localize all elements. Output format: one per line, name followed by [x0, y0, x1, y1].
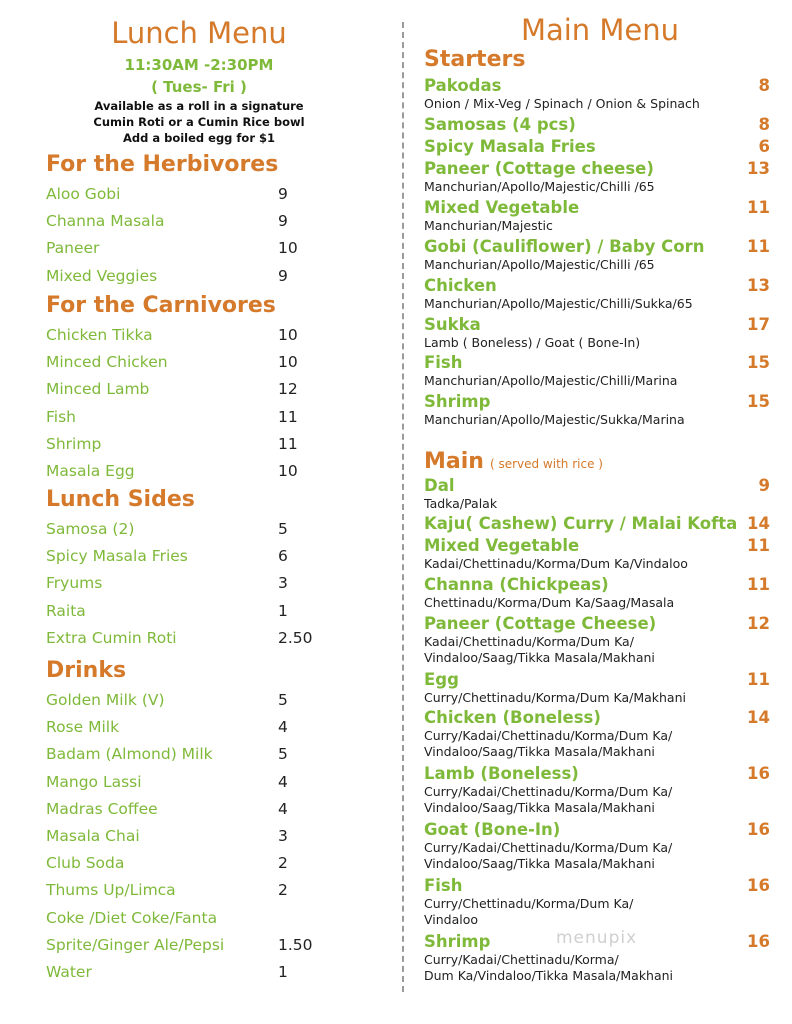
menu-item: [46, 932, 336, 959]
item-price: 11: [747, 575, 770, 594]
item-name: Goat (Bone-In): [424, 820, 561, 839]
menu-item: [46, 905, 336, 932]
item-name: Channa (Chickpeas): [424, 575, 609, 594]
item-price: 14: [747, 514, 770, 533]
item-price: 16: [747, 764, 770, 783]
menu-item: [424, 575, 770, 611]
item-name: Thums Up/Limca: [46, 881, 176, 900]
section-title: For the Herbivores: [46, 152, 279, 177]
item-options: Curry/Chettinadu/Korma/Dum Ka/ Vindaloo: [424, 896, 634, 927]
item-name: Dal: [424, 476, 455, 495]
menu-item: [424, 276, 770, 312]
lunch-note-line: Add a boiled egg for $1: [122, 131, 276, 145]
item-name: Lamb (Boneless): [424, 764, 579, 783]
menu-item: [46, 850, 336, 877]
item-name: Sprite/Ginger Ale/Pepsi: [46, 935, 225, 954]
menu-item: [46, 570, 336, 597]
item-price: 11: [747, 198, 770, 217]
item-name: Samosas (4 pcs): [424, 115, 576, 134]
item-price: 11: [278, 434, 298, 453]
menu-item: [46, 235, 336, 262]
watermark: menupix: [556, 928, 638, 948]
item-name: Extra Cumin Roti: [46, 628, 177, 647]
item-options: Curry/Kadai/Chettinadu/Korma/Dum Ka/ Vindaloo/Saag/Tikka Masala/Makhani: [424, 784, 673, 815]
item-name: Chicken (Boneless): [424, 708, 601, 727]
item-price: 17: [747, 315, 770, 334]
section-title-starters: Starters: [424, 47, 526, 72]
item-name: Club Soda: [46, 854, 125, 873]
item-name: Channa Masala: [46, 212, 165, 231]
menu-item: [424, 876, 770, 928]
item-name: Samosa (2): [46, 520, 135, 538]
item-price: 16: [747, 932, 770, 951]
menu-item: [424, 514, 770, 534]
item-options: Manchurian/Apollo/Majestic/Chilli/Sukka/65: [424, 296, 693, 311]
item-name: Paneer (Cottage Cheese): [424, 614, 657, 633]
menu-item: [46, 516, 336, 543]
menu-item: [46, 877, 336, 904]
menu-item: [424, 315, 770, 351]
section-drinks: [46, 657, 336, 986]
menu-item: [46, 208, 336, 235]
menu-item: [424, 198, 770, 234]
lunch-note-line: Available as a roll in a signature: [94, 99, 304, 113]
item-price: 13: [747, 159, 770, 178]
menu-item: [424, 614, 770, 666]
menu-item: [424, 353, 770, 389]
menu-item: [424, 536, 770, 572]
item-price: 13: [747, 276, 770, 295]
menu-item: [424, 159, 770, 195]
item-name: Masala Chai: [46, 826, 140, 845]
item-price: 1: [278, 962, 288, 981]
item-options: Manchurian/Apollo/Majestic/Chilli /65: [424, 257, 655, 272]
item-options: Manchurian/Majestic: [424, 218, 553, 233]
column-divider: [402, 22, 404, 992]
item-options: Kadai/Chettinadu/Korma/Dum Ka/Vindaloo: [424, 556, 688, 571]
item-price: 8: [758, 115, 770, 134]
item-options: Lamb ( Boneless) / Goat ( Bone-In): [424, 335, 641, 350]
menu-item: [424, 820, 770, 872]
item-name: Fish: [424, 353, 463, 372]
item-price: 9: [278, 185, 288, 203]
menu-item: [46, 714, 336, 741]
item-name: Golden Milk (V): [46, 691, 165, 709]
item-options: Manchurian/Apollo/Majestic/Chilli /65: [424, 179, 655, 194]
item-options: Tadka/Palak: [424, 496, 498, 511]
menu-item: [46, 349, 336, 376]
section-title-text: Main: [424, 449, 484, 474]
item-name: Minced Chicken: [46, 353, 168, 372]
item-options: Manchurian/Apollo/Majestic/Chilli/Marina: [424, 373, 678, 388]
section-carnivores: [46, 292, 336, 485]
menu-item: [46, 404, 336, 431]
lunch-note-line: Cumin Roti or a Cumin Rice bowl: [93, 115, 305, 129]
item-price: 9: [278, 212, 288, 231]
section-title: For the Carnivores: [46, 293, 276, 318]
menu-item: [46, 769, 336, 796]
item-name: Fish: [424, 876, 463, 895]
item-options: Kadai/Chettinadu/Korma/Dum Ka/ Vindaloo/Saag/Tikka Masala/Makhani: [424, 634, 655, 665]
item-name: Fryums: [46, 574, 103, 593]
item-price: 1.50: [278, 935, 313, 954]
item-name: Sukka: [424, 315, 481, 334]
item-name: Pakodas: [424, 76, 502, 95]
menu-item: [424, 392, 770, 428]
menu-item: [424, 76, 770, 112]
item-price: 15: [747, 392, 770, 411]
item-name: Mixed Veggies: [46, 266, 158, 285]
item-price: 6: [758, 137, 770, 156]
menu-item: [424, 115, 770, 135]
item-name: Egg: [424, 670, 459, 689]
item-name: Kaju( Cashew) Curry / Malai Kofta: [424, 514, 738, 533]
lunch-days: ( Tues- Fri ): [151, 78, 247, 96]
item-name: Rose Milk: [46, 718, 120, 737]
item-price: 16: [747, 876, 770, 895]
item-price: 2.50: [278, 628, 313, 647]
menu-item: [46, 376, 336, 403]
item-price: 9: [758, 476, 770, 495]
item-price: 6: [278, 547, 288, 566]
item-options: Manchurian/Apollo/Majestic/Sukka/Marina: [424, 412, 685, 427]
menu-item: [46, 263, 336, 290]
section-lunch-sides: [46, 486, 336, 652]
lunch-menu-title: Lunch Menu: [111, 16, 287, 50]
item-options: Curry/Kadai/Chettinadu/Korma/Dum Ka/ Vindaloo/Saag/Tikka Masala/Makhani: [424, 728, 673, 759]
menu-item: [424, 764, 770, 816]
item-name: Minced Lamb: [46, 380, 150, 399]
item-name: Paneer: [46, 239, 100, 258]
menu-item: [46, 543, 336, 570]
item-price: 11: [747, 536, 770, 555]
menu-item: [46, 823, 336, 850]
menu-item: [46, 625, 336, 652]
menu-item: [46, 181, 336, 208]
item-name: Paneer (Cottage cheese): [424, 159, 654, 178]
item-price: 3: [278, 826, 288, 845]
item-name: Chicken: [424, 276, 497, 295]
item-options: Curry/Chettinadu/Korma/Dum Ka/Makhani: [424, 690, 686, 705]
menu-item: [46, 687, 336, 714]
item-price: 11: [747, 237, 770, 256]
item-price: 5: [278, 520, 288, 538]
menu-item: [424, 237, 770, 273]
item-price: 15: [747, 353, 770, 372]
section-title: Drinks: [46, 658, 127, 683]
item-price: 4: [278, 718, 288, 737]
item-price: 3: [278, 574, 288, 593]
item-price: 10: [278, 461, 298, 480]
section-note: ( served with rice ): [489, 457, 603, 471]
item-name: Fish: [46, 407, 76, 426]
menu-item: [46, 322, 336, 349]
item-name: Mixed Vegetable: [424, 198, 580, 217]
item-price: 5: [278, 691, 288, 709]
section-title-main: [424, 448, 603, 478]
menu-item: [424, 137, 770, 157]
item-name: Spicy Masala Fries: [424, 137, 596, 156]
item-name: Mixed Vegetable: [424, 536, 580, 555]
item-price: 11: [278, 407, 298, 426]
item-price: 12: [747, 614, 770, 633]
menu-item: [46, 959, 336, 986]
menu-item: [424, 708, 770, 760]
item-name: Spicy Masala Fries: [46, 547, 188, 566]
item-price: 10: [278, 326, 298, 344]
item-price: 4: [278, 799, 288, 818]
item-price: 10: [278, 353, 298, 372]
section-herbivores: [46, 151, 336, 290]
section-title: Lunch Sides: [46, 487, 195, 512]
menu-item: [424, 670, 770, 706]
item-price: 9: [278, 266, 288, 285]
item-price: 14: [747, 708, 770, 727]
item-name: Mango Lassi: [46, 772, 142, 791]
item-options: Curry/Kadai/Chettinadu/Korma/Dum Ka/ Vindaloo/Saag/Tikka Masala/Makhani: [424, 840, 673, 871]
menu-item: [424, 476, 770, 512]
item-name: Gobi (Cauliflower) / Baby Corn: [424, 237, 705, 256]
item-price: 10: [278, 239, 298, 258]
item-name: Aloo Gobi: [46, 185, 121, 203]
item-name: Chicken Tikka: [46, 326, 153, 344]
item-price: 1: [278, 601, 288, 620]
item-options: Curry/Kadai/Chettinadu/Korma/ Dum Ka/Vindaloo/Tikka Masala/Makhani: [424, 952, 674, 983]
item-name: Masala Egg: [46, 461, 135, 480]
item-price: 4: [278, 772, 288, 791]
item-name: Shrimp: [424, 392, 491, 411]
menu-item: [46, 458, 336, 485]
menu-item: [46, 796, 336, 823]
item-price: 16: [747, 820, 770, 839]
lunch-hours: 11:30AM -2:30PM: [124, 56, 274, 74]
item-price: 2: [278, 854, 288, 873]
menu-item: [46, 598, 336, 625]
item-options: Chettinadu/Korma/Dum Ka/Saag/Masala: [424, 595, 675, 610]
menu-item: [46, 431, 336, 458]
item-name: Shrimp: [46, 434, 102, 453]
item-name: Raita: [46, 601, 86, 620]
item-price: 12: [278, 380, 298, 399]
item-price: 11: [747, 670, 770, 689]
menu-item: [46, 741, 336, 768]
item-name: Badam (Almond) Milk: [46, 745, 213, 764]
main-menu-title: Main Menu: [520, 13, 680, 47]
item-price: 2: [278, 881, 288, 900]
item-price: 5: [278, 745, 288, 764]
item-options: Onion / Mix-Veg / Spinach / Onion & Spinach: [424, 96, 700, 111]
item-name: Coke /Diet Coke/Fanta: [46, 908, 218, 927]
item-price: 8: [758, 76, 770, 95]
item-name: Water: [46, 962, 92, 981]
item-name: Shrimp: [424, 932, 491, 951]
item-name: Madras Coffee: [46, 799, 158, 818]
